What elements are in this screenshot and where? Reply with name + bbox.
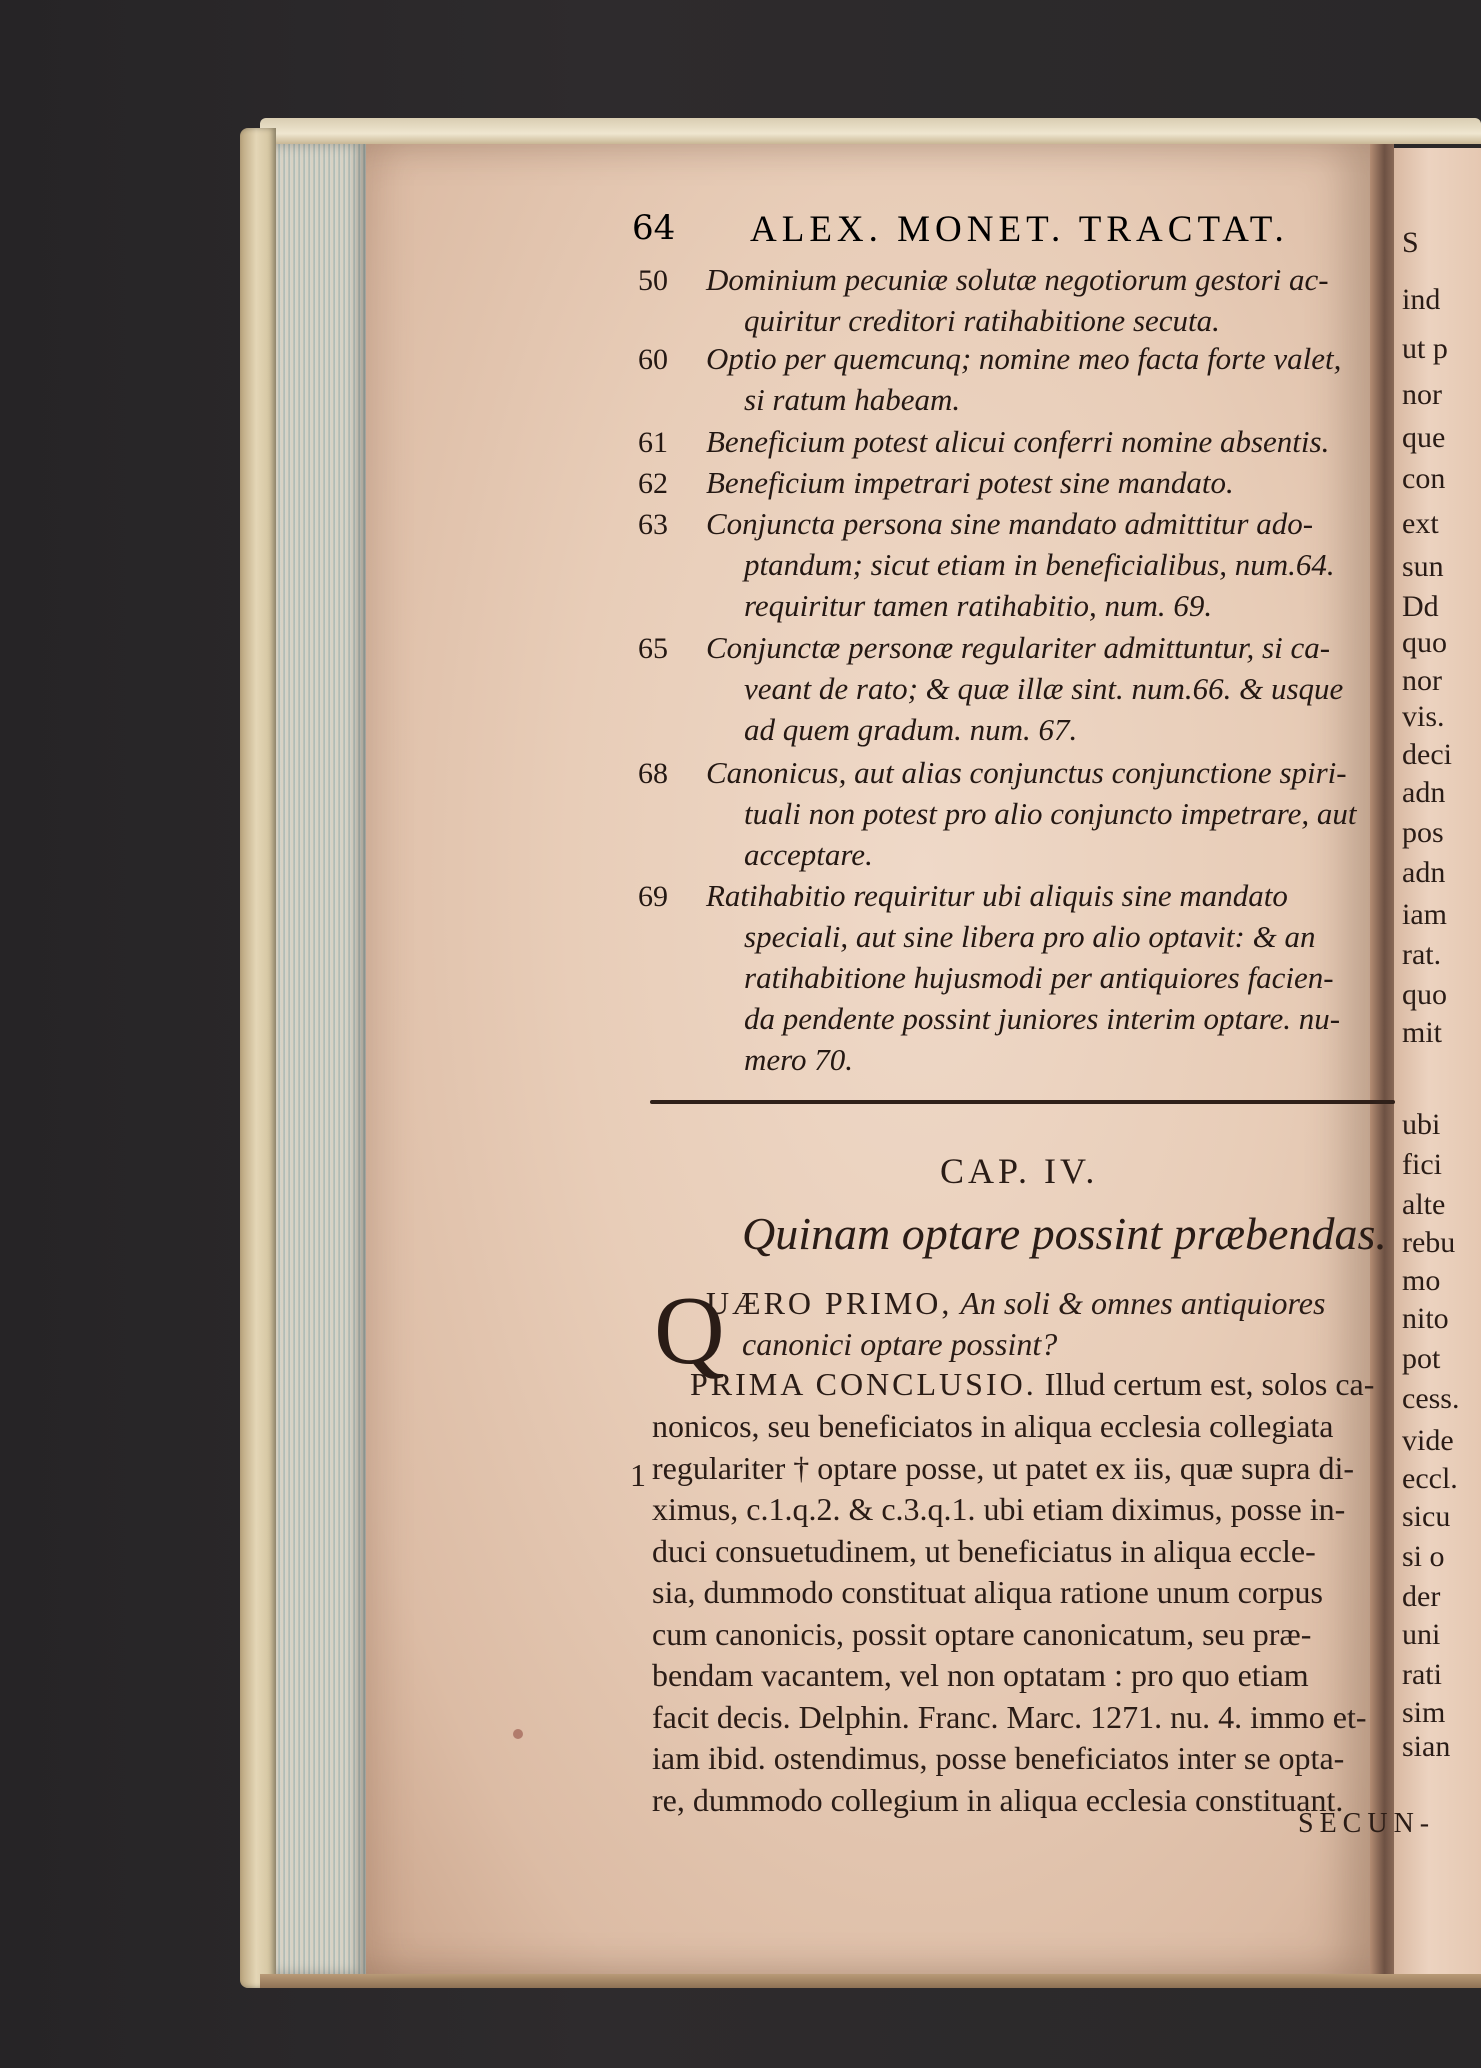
section-rule: [650, 1100, 1395, 1104]
facing-page-fragment: S: [1402, 226, 1419, 259]
facing-page-fragment: sim: [1402, 1696, 1446, 1729]
facing-page-fragment: ubi: [1402, 1108, 1441, 1141]
body-line: facit decis. Delphin. Franc. Marc. 1271. nu. 4. immo et-: [652, 1698, 1367, 1735]
body-line: nonicos, seu beneficiatos in aliqua ecclesia collegiata: [652, 1408, 1334, 1444]
body-line: duci consuetudinem, ut beneficiatus in aliqua eccle-: [652, 1532, 1316, 1569]
index-entry-line: Conjuncta persona sine mandato admittitur ado-: [706, 506, 1314, 541]
index-entry-line: Dominium pecuniæ solutæ negotiorum gestori ac-: [706, 262, 1329, 297]
conclusio-line: [690, 1366, 1374, 1403]
body-line: regulariter † optare posse, ut patet ex iis, quæ supra di-: [652, 1449, 1355, 1486]
facing-page-fragment: rebu: [1402, 1226, 1456, 1259]
body-line: cum canonicis, possit optare canonicatum, seu præ-: [652, 1615, 1312, 1652]
page-number: 64: [632, 208, 676, 248]
index-entry-line: Ratihabitio requiritur ubi aliquis sine mandato: [706, 878, 1288, 913]
facing-page-fragment: si o: [1402, 1540, 1445, 1573]
facing-page-fragment: que: [1402, 421, 1446, 454]
index-entry-line: Conjunctæ personæ regulariter admittuntur, si ca-: [706, 630, 1331, 665]
facing-page-fragment: quo: [1402, 626, 1447, 659]
body-line: ximus, c.1.q.2. & c.3.q.1. ubi etiam diximus, posse in-: [652, 1491, 1346, 1527]
index-entry-line: da pendente possint juniores interim optare. nu-: [744, 1001, 1341, 1036]
index-entry-line: mero 70.: [744, 1042, 854, 1077]
facing-page-fragment: ut p: [1402, 332, 1448, 365]
book-gutter: [1370, 144, 1394, 1974]
body-line: iam ibid. ostendimus, posse beneficiatos inter se opta-: [652, 1740, 1345, 1776]
index-entry-line: Beneficium potest alicui conferri nomine absentis.: [706, 424, 1330, 459]
facing-page-fragment: fici: [1402, 1148, 1442, 1181]
facing-page: [1394, 148, 1481, 1974]
facing-page-fragment: uni: [1402, 1618, 1441, 1651]
index-entry-number: 60: [638, 343, 668, 376]
index-entry-line: tuali non potest pro alio conjuncto impetrare, aut: [744, 796, 1357, 831]
facing-page-fragment: nor: [1402, 664, 1442, 697]
body-line: sia, dummodo constituat aliqua ratione unum corpus: [652, 1574, 1323, 1610]
bottom-cover-board: [260, 1974, 1481, 1988]
index-entry-number: 50: [638, 264, 668, 297]
facing-page-fragment: nito: [1402, 1302, 1449, 1335]
index-entry-line: speciali, aut sine libera pro alio optavit: & an: [744, 919, 1316, 954]
facing-page-fragment: Dd: [1402, 590, 1439, 623]
facing-page-fragment: ind: [1402, 283, 1441, 316]
index-entry-line: ad quem gradum. num. 67.: [744, 712, 1078, 747]
facing-page-fragment: vide: [1402, 1424, 1454, 1457]
facing-page-fragment: cess.: [1402, 1382, 1460, 1415]
index-entry-number: 68: [638, 757, 668, 790]
facing-page-fragment: der: [1402, 1580, 1441, 1613]
index-entry-line: acceptare.: [744, 837, 873, 872]
index-entry-line: si ratum habeam.: [744, 382, 961, 417]
facing-page-fragment: ext: [1402, 507, 1439, 540]
facing-page-fragment: eccl.: [1402, 1462, 1458, 1495]
drop-cap: Q: [654, 1277, 725, 1385]
index-entry-number: 62: [638, 467, 668, 500]
chapter-label: CAP. IV.: [940, 1151, 1099, 1191]
facing-page-fragment: mit: [1402, 1016, 1443, 1049]
chapter-title: Quinam optare possint præbendas.: [742, 1208, 1387, 1259]
question-text: An soli & omnes antiquiores: [960, 1285, 1326, 1321]
index-entry-line: Beneficium impetrari potest sine mandato.: [706, 465, 1234, 500]
top-cover-board: [260, 118, 1481, 144]
facing-page-fragment: rati: [1402, 1658, 1442, 1691]
facing-page-fragment: sian: [1402, 1730, 1451, 1763]
question-line-2: canonici optare possint?: [742, 1326, 1058, 1362]
index-entry-number: 65: [638, 632, 668, 665]
index-entry-line: veant de rato; & quæ illæ sint. num.66. & usque: [744, 671, 1344, 706]
question-line-1: [706, 1285, 1325, 1322]
index-entry-number: 63: [638, 508, 668, 541]
facing-page-fragment: deci: [1402, 738, 1452, 771]
body-line: bendam vacantem, vel non optatam : pro quo etiam: [652, 1657, 1309, 1693]
facing-page-fragment: alte: [1402, 1188, 1446, 1221]
margin-number: 1: [630, 1457, 646, 1493]
facing-page-fragment: adn: [1402, 856, 1446, 889]
conclusio-text: Illud certum est, solos ca-: [1044, 1366, 1375, 1402]
running-title: ALEX. MONET. TRACTAT.: [750, 209, 1289, 250]
facing-page-fragment: quo: [1402, 978, 1447, 1011]
catchword: SECUN-: [1298, 1808, 1436, 1839]
facing-page-fragment: sun: [1402, 550, 1444, 583]
facing-page-fragment: rat.: [1402, 938, 1442, 971]
facing-page-fragment: adn: [1402, 776, 1446, 809]
index-entry-line: Optio per quemcunq; nomine meo facta forte valet,: [706, 341, 1342, 376]
page-edges-block: [276, 144, 366, 1974]
index-entry-line: ptandum; sicut etiam in beneficialibus, num.64.: [744, 547, 1335, 582]
index-entry-line: Canonicus, aut alias conjunctus conjunctione spiri-: [706, 755, 1347, 790]
index-entry-line: ratihabitione hujusmodi per antiquiores facien-: [744, 960, 1334, 995]
index-entry-number: 69: [638, 880, 668, 913]
facing-page-fragment: iam: [1402, 898, 1447, 931]
index-entry-number: 61: [638, 426, 668, 459]
facing-page-fragment: nor: [1402, 378, 1442, 411]
facing-page-fragment: pot: [1402, 1342, 1441, 1375]
index-entry-line: quiritur creditori ratihabitione secuta.: [744, 303, 1220, 338]
facing-page-fragment: mo: [1402, 1264, 1441, 1297]
conclusio-label: PRIMA CONCLUSIO.: [690, 1366, 1037, 1402]
body-line: re, dummodo collegium in aliqua ecclesia constituant.: [652, 1781, 1344, 1818]
ink-spot: [513, 1729, 523, 1739]
question-lead: UÆRO PRIMO,: [706, 1285, 953, 1321]
facing-page-fragment: con: [1402, 462, 1446, 495]
facing-page-fragment: sicu: [1402, 1500, 1451, 1533]
index-entry-line: requiritur tamen ratihabitio, num. 69.: [744, 588, 1213, 623]
facing-page-fragment: pos: [1402, 816, 1444, 849]
vellum-cover-edge: [240, 128, 276, 1988]
running-head: [632, 208, 1392, 264]
facing-page-fragment: vis.: [1402, 700, 1445, 733]
